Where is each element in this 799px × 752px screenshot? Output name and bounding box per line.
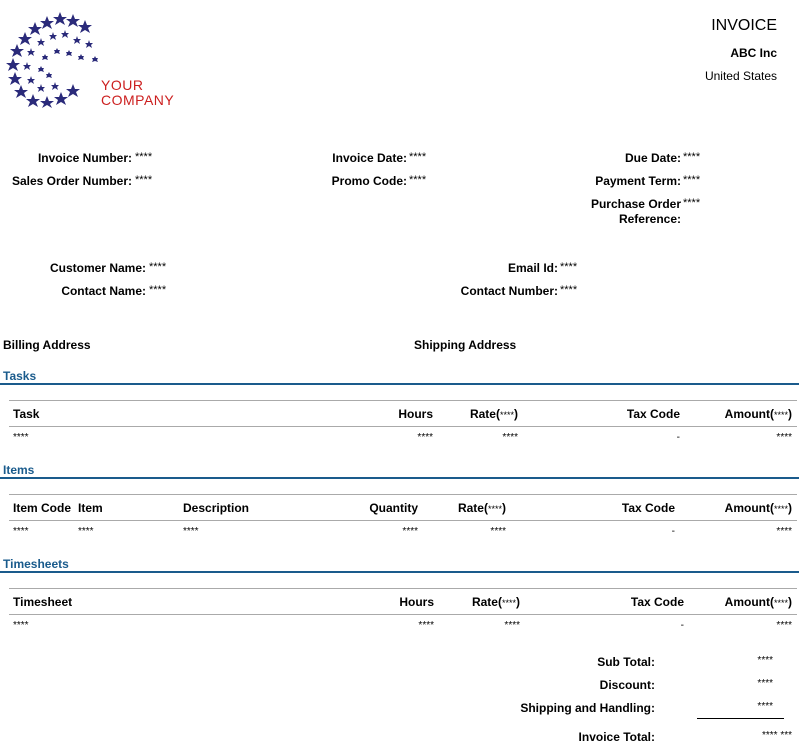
- items-header-tax: Tax Code: [621, 501, 675, 515]
- items-header-item: Item: [78, 501, 103, 515]
- items-header-code: Item Code: [13, 501, 72, 515]
- contact-number-value: ****: [560, 284, 578, 296]
- company-country: United States: [704, 69, 777, 83]
- invoice-date-value: ****: [409, 151, 427, 163]
- sales-order-value: ****: [135, 174, 153, 186]
- discount-label: Discount:: [599, 678, 655, 692]
- company-logo: [5, 8, 195, 110]
- subtotal-label: Sub Total:: [597, 655, 655, 669]
- items-row-tax: -: [671, 526, 675, 537]
- items-header-qty: Quantity: [369, 501, 418, 515]
- billing-address-label: Billing Address: [3, 338, 91, 352]
- tasks-header-tax: Tax Code: [626, 407, 680, 421]
- items-header-desc: Description: [183, 501, 250, 515]
- logo-text-company: COMPANY: [101, 92, 175, 108]
- po-ref-label-1: Purchase Order: [590, 197, 681, 211]
- items-row-code: ****: [13, 526, 29, 537]
- email-value: ****: [560, 261, 578, 273]
- items-section-divider: [0, 477, 799, 479]
- tasks-row-rate: ****: [502, 432, 518, 443]
- tasks-header-task: Task: [13, 407, 40, 421]
- timesheets-header-timesheet: Timesheet: [13, 595, 73, 609]
- tasks-row-amount: ****: [776, 432, 792, 443]
- due-date-value: ****: [683, 151, 701, 163]
- timesheets-row-rate: ****: [504, 620, 520, 631]
- timesheets-header-amount: Amount(****): [724, 595, 792, 609]
- items-table-header-border: [9, 520, 797, 521]
- tasks-header-rate: Rate(****): [469, 407, 518, 421]
- customer-name-value: ****: [149, 261, 167, 273]
- totals-divider: [697, 718, 784, 719]
- timesheets-header-rate: Rate(****): [471, 595, 520, 609]
- company-name: ABC Inc: [730, 46, 777, 60]
- tasks-section-divider: [0, 383, 799, 385]
- contact-name-value: ****: [149, 284, 167, 296]
- invoice-total-label: Invoice Total:: [578, 730, 655, 744]
- items-header-amount: Amount(****): [724, 501, 792, 515]
- shipping-address-label: Shipping Address: [414, 338, 517, 352]
- timesheets-header-hours: Hours: [399, 595, 434, 609]
- sales-order-label: Sales Order Number:: [11, 174, 132, 188]
- promo-code-label: Promo Code:: [331, 174, 407, 188]
- timesheets-table-top-border: [9, 588, 797, 589]
- items-row-item: ****: [78, 526, 94, 537]
- email-label: Email Id:: [507, 261, 558, 275]
- tasks-header-amount: Amount(****): [724, 407, 792, 421]
- timesheets-row-tax: -: [680, 620, 684, 631]
- items-section-title: Items: [3, 463, 35, 477]
- invoice-number-value: ****: [135, 151, 153, 163]
- timesheets-row-amount: ****: [776, 620, 792, 631]
- items-row-desc: ****: [183, 526, 199, 537]
- timesheets-section-title: Timesheets: [3, 557, 69, 571]
- shipping-handling-label: Shipping and Handling:: [520, 701, 655, 715]
- items-header-rate: Rate(****): [457, 501, 506, 515]
- tasks-row-hours: ****: [417, 432, 433, 443]
- tasks-table-header-border: [9, 426, 797, 427]
- invoice-date-label: Invoice Date:: [332, 151, 407, 165]
- tasks-row-tax: -: [676, 432, 680, 443]
- promo-code-value: ****: [409, 174, 427, 186]
- tasks-row-task: ****: [13, 432, 29, 443]
- items-row-amount: ****: [776, 526, 792, 537]
- items-row-qty: ****: [402, 526, 418, 537]
- timesheets-table-header-border: [9, 614, 797, 615]
- tasks-header-hours: Hours: [398, 407, 433, 421]
- po-ref-value: ****: [683, 197, 701, 209]
- customer-name-label: Customer Name:: [49, 261, 146, 275]
- timesheets-header-tax: Tax Code: [630, 595, 684, 609]
- payment-term-label: Payment Term:: [595, 174, 681, 188]
- po-ref-label-2: Reference:: [618, 212, 681, 226]
- shipping-handling-value: ****: [757, 701, 773, 712]
- invoice-total-value: **** ***: [761, 730, 792, 741]
- logo-text-your: YOUR: [101, 77, 144, 93]
- timesheets-row-timesheet: ****: [13, 620, 29, 631]
- items-table-top-border: [9, 494, 797, 495]
- globe-stars-icon: [5, 8, 115, 110]
- subtotal-value: ****: [757, 655, 773, 666]
- items-row-rate: ****: [490, 526, 506, 537]
- tasks-section-title: Tasks: [3, 369, 37, 383]
- discount-value: ****: [757, 678, 773, 689]
- invoice-title: INVOICE: [711, 17, 777, 34]
- tasks-table-top-border: [9, 400, 797, 401]
- payment-term-value: ****: [683, 174, 701, 186]
- contact-number-label: Contact Number:: [460, 284, 558, 298]
- timesheets-section-divider: [0, 571, 799, 573]
- timesheets-row-hours: ****: [418, 620, 434, 631]
- invoice-number-label: Invoice Number:: [37, 151, 132, 165]
- contact-name-label: Contact Name:: [61, 284, 146, 298]
- due-date-label: Due Date:: [624, 151, 681, 165]
